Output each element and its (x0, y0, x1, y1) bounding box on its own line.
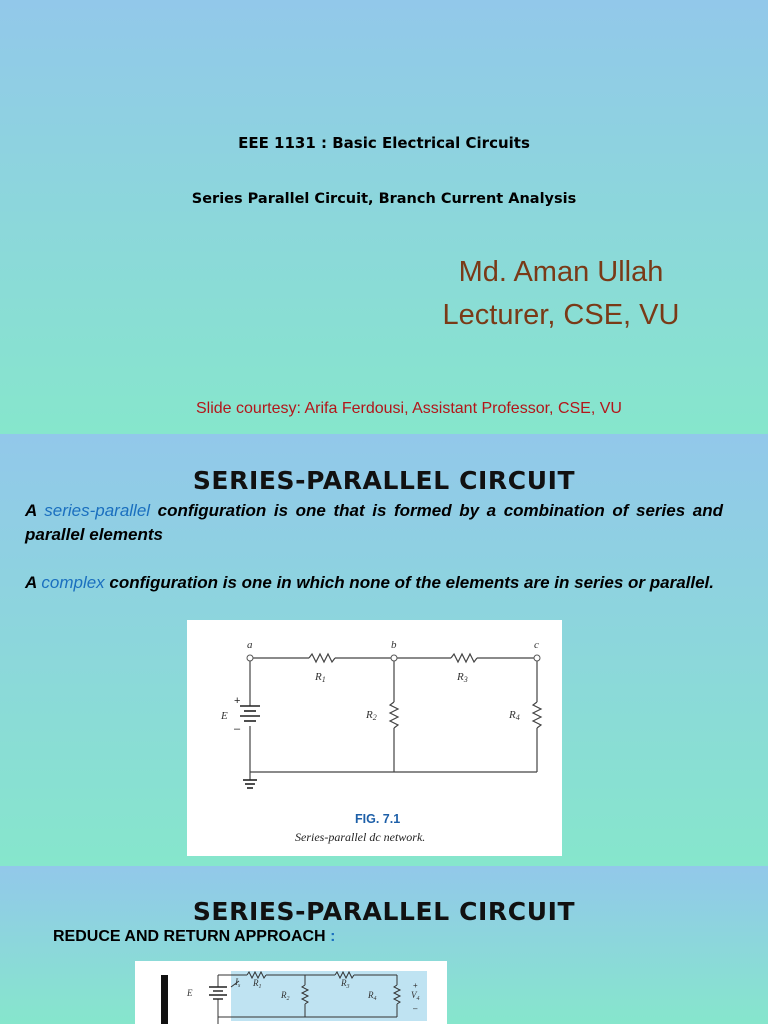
highlighted-term: series-parallel (44, 501, 151, 520)
source-label: E (187, 988, 193, 998)
current-label: $I_s$ (235, 977, 241, 989)
reduction-circuit (135, 961, 447, 1024)
lecture-subtitle: Series Parallel Circuit, Branch Current Analysis (191, 191, 577, 207)
node-a-label: a (247, 639, 253, 651)
minus-sign: – (413, 1004, 418, 1013)
r4-label: R4 (509, 709, 520, 722)
complex-definition (25, 571, 723, 595)
r3-label: R3 (457, 671, 468, 684)
approach-text: REDUCE AND RETURN APPROACH (53, 928, 326, 945)
v4-label: $V_4$ (411, 990, 420, 1002)
series-parallel-definition (25, 499, 723, 547)
plus-sign: + (234, 695, 241, 707)
author-title: Lecturer, CSE, VU (442, 299, 680, 331)
reduce-return-slide (0, 866, 768, 1024)
series-parallel-slide (0, 434, 768, 866)
slide-courtesy: Slide courtesy: Arifa Ferdousi, Assistant Professor, CSE, VU (196, 400, 622, 417)
r3-label: $R_3$ (341, 978, 350, 990)
circuit-diagram (187, 620, 562, 856)
course-title: EEE 1131 : Basic Electrical Circuits (238, 134, 530, 152)
para-prefix: A (25, 501, 45, 520)
para-prefix: A (25, 573, 42, 592)
author-name: Md. Aman Ullah (458, 256, 664, 288)
reduction-figure (135, 961, 447, 1024)
minus-sign: – (234, 723, 241, 735)
approach-label (53, 928, 335, 946)
r1-label: $R_1$ (253, 978, 262, 990)
approach-colon: : (330, 928, 336, 945)
node-b-label: b (391, 639, 397, 651)
source-label: E (221, 710, 228, 722)
r2-label: R2 (366, 709, 377, 722)
r4-label: $R_4$ (368, 990, 377, 1002)
node-c-label: c (534, 639, 539, 651)
slide-heading: SERIES-PARALLEL CIRCUIT (192, 466, 576, 495)
figure-caption: Series-parallel dc network. (295, 830, 426, 844)
plus-sign: + (413, 981, 418, 990)
circuit-figure (187, 620, 562, 856)
title-slide (0, 0, 768, 434)
figure-number: FIG. 7.1 (355, 812, 401, 826)
slide-heading: SERIES-PARALLEL CIRCUIT (192, 897, 576, 926)
r1-label: R1 (315, 671, 326, 684)
highlighted-term: complex (41, 573, 105, 592)
r2-label: $R_2$ (281, 990, 290, 1002)
para-text: configuration is one that is formed by a combination of series and parallel elements (25, 501, 723, 544)
para-text: configuration is one in which none of the elements are in series or parallel. (104, 573, 714, 592)
